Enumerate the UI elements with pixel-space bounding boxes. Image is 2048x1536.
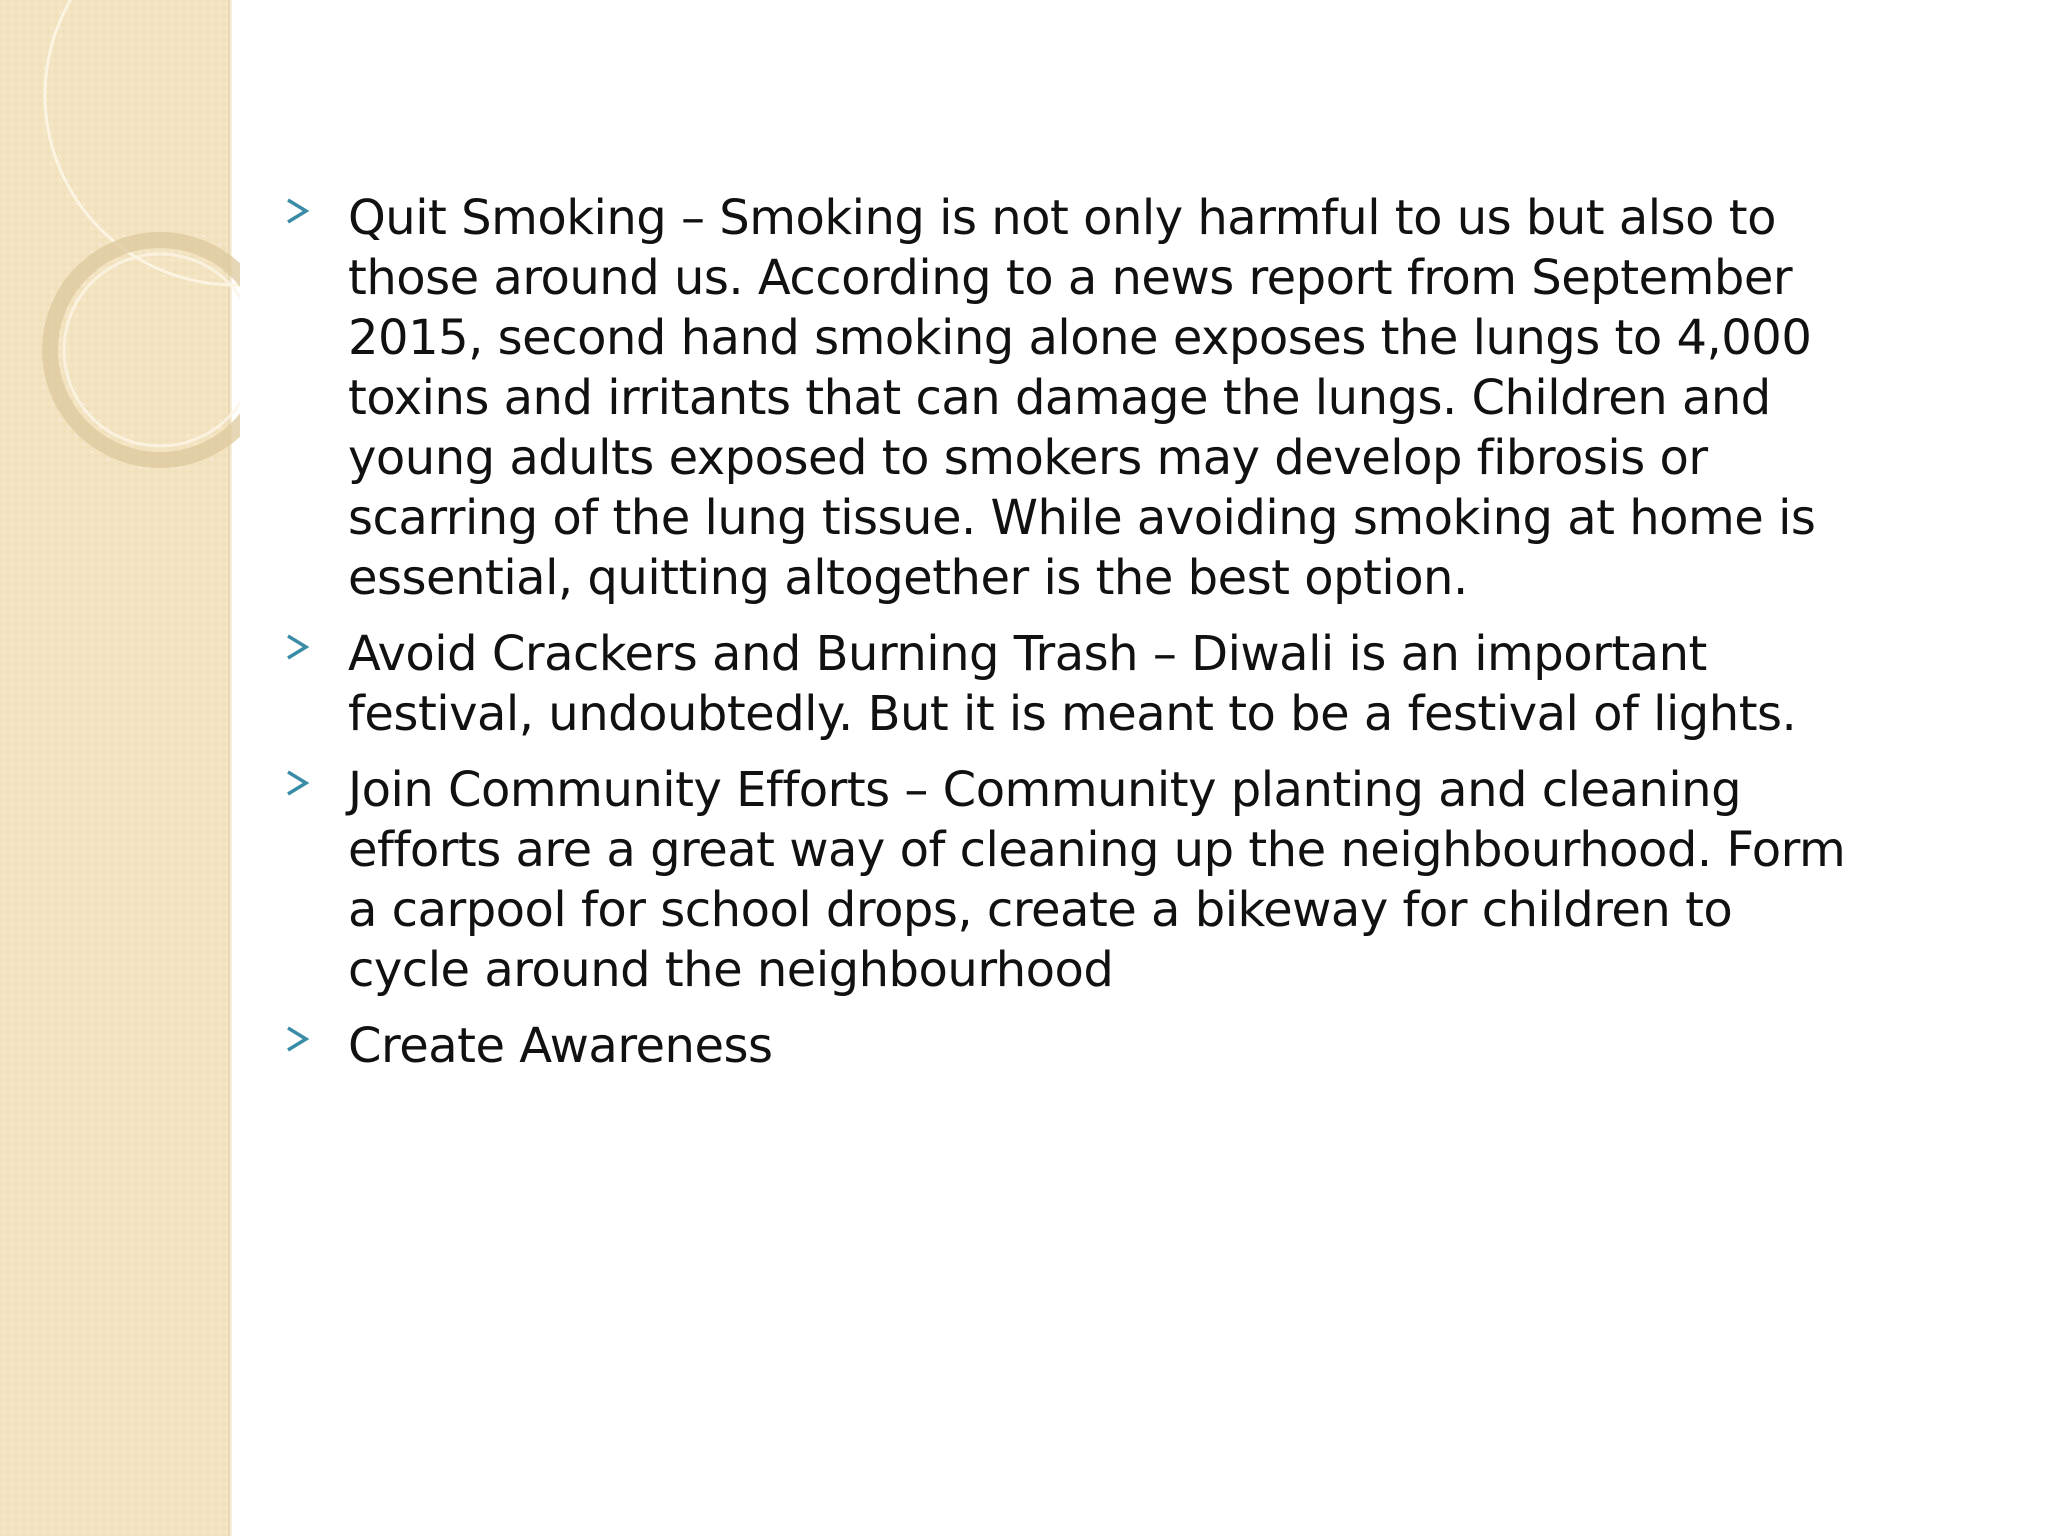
bullet-item (282, 760, 1862, 1000)
bullet-list (282, 188, 1862, 1076)
content-area (282, 188, 1862, 1092)
arrow-bullet-icon (282, 632, 312, 662)
bullet-item (282, 188, 1862, 608)
bullet-item (282, 624, 1862, 744)
decorative-rings (0, 0, 240, 520)
arrow-bullet-icon (282, 768, 312, 798)
bullet-text: Create Awareness (348, 1018, 773, 1074)
bullet-text: Join Community Efforts – Community planting and cleaning efforts are a great way of cleaning up the neighbourhood. Form a carpool for school drops, create a bikeway for children to cycle around the neighbourhood (348, 762, 1846, 998)
thick-ring (50, 240, 240, 460)
arrow-bullet-icon (282, 196, 312, 226)
bullet-item (282, 1016, 1862, 1076)
bullet-text: Avoid Crackers and Burning Trash – Diwali is an important festival, undoubtedly. But it is meant to be a festival of lights. (348, 626, 1797, 742)
bullet-text: Quit Smoking – Smoking is not only harmful to us but also to those around us. According to a news report from September 2015, second hand smoking alone exposes the lungs to 4,000 toxins and irritants that can damage the lungs. Children and young adults exposed to smokers may develop fibrosis or scarring of the lung tissue. While avoiding smoking at home is essential, quitting altogether is the best option. (348, 190, 1816, 606)
arrow-bullet-icon (282, 1024, 312, 1054)
